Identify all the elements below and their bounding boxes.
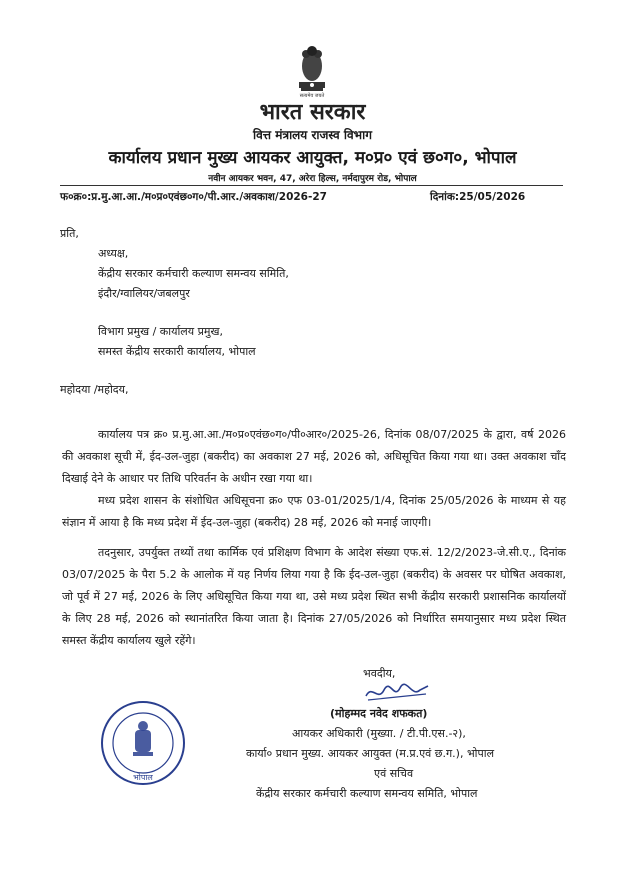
office-seal-stamp xyxy=(100,700,186,786)
recipient2-line2: समस्त केंद्रीय सरकारी कार्यालय, भोपाल xyxy=(98,345,256,358)
recipient1-line1: अध्यक्ष, xyxy=(98,247,129,260)
signatory-designation-3: एवं सचिव xyxy=(374,767,414,780)
government-title: भारत सरकार xyxy=(259,100,366,125)
emblem-caption: सत्यमेव जयते xyxy=(299,93,325,99)
national-emblem-icon xyxy=(295,42,329,98)
office-address: नवीन आयकर भवन, 47, अरेरा हिल्स, नर्मदापुरम रोड, भोपाल xyxy=(208,174,417,184)
signatory-designation-2: कार्या० प्रधान मुख्य. आयकर आयुक्त (म.प्र.एवं छ.ग.), भोपाल xyxy=(246,747,495,760)
seal-place-text: भोपाल xyxy=(133,773,153,782)
header-divider xyxy=(60,185,563,186)
recipient1-line3: इंदौर/ग्वालियर/जबलपुर xyxy=(98,287,190,300)
signatory-name: (मोहम्मद नवेद शफकत) xyxy=(330,707,428,720)
addressee-prefix: प्रति, xyxy=(60,227,79,240)
body-paragraph-1: कार्यालय पत्र क्र० प्र.मु.आ.आ./म०प्र०एवंछ०ग०/पी०आर०/2025-26, दिनांक 08/07/2025 के द्वारा, वर्ष 2026 की अवकाश सूची में, ईद-उल-जुहा (बकरीद) का अवकाश 27 मई, 2026 को, अधिसूचित किया गया था। उक्त अवकाश चाँद दिखाई देने के आधार पर तिथि परिवर्तन के अधीन रखा गया था। xyxy=(62,428,566,485)
handwritten-signature xyxy=(362,680,432,706)
office-name: कार्यालय प्रधान मुख्य आयकर आयुक्त, म०प्र० एवं छ०ग०, भोपाल xyxy=(108,148,517,168)
letter-date: दिनांक:25/05/2026 xyxy=(430,191,526,203)
ministry-line: वित्त मंत्रालय राजस्व विभाग xyxy=(253,128,372,142)
body-paragraph-3: तदनुसार, उपर्युक्त तथ्यों तथा कार्मिक एवं प्रशिक्षण विभाग के आदेश संख्या एफ.सं. 12/2/2023-जे.सी.ए., दिनांक 03/07/2025 के पैरा 5.2 के आलोक में यह निर्णय लिया गया है कि ईद-उल-जुहा (बकरीद) के अवसर पर घोषित अवकाश, जो पूर्व में 27 मई, 2026 के लिए अधिसूचित किया गया था, उसे मध्य प्रदेश स्थित सभी केंद्रीय सरकारी प्रशासनिक कार्यालयों के लिए 28 मई, 2026 को स्थानांतरित किया जाता है। दिनांक 27/05/2026 को निर्धारित समयानुसार मध्य प्रदेश स्थित समस्त केंद्रीय कार्यालय खुले रहेंगे। xyxy=(62,546,566,647)
reference-number: फ०क्र०:प्र.मु.आ.आ./म०प्र०एवंछ०ग०/पी.आर./अवकाश/2026-27 xyxy=(60,191,327,203)
closing-text: भवदीय, xyxy=(363,667,396,680)
salutation: महोदया /महोदय, xyxy=(60,383,129,396)
recipient1-line2: केंद्रीय सरकार कर्मचारी कल्याण समन्वय समिति, xyxy=(98,267,289,280)
signatory-designation-1: आयकर अधिकारी (मुख्या. / टी.पी.एस.-२), xyxy=(292,727,466,740)
recipient2-line1: विभाग प्रमुख / कार्यालय प्रमुख, xyxy=(98,325,223,338)
body-paragraph-2: मध्य प्रदेश शासन के संशोधित अधिसूचना क्र० एफ 03-01/2025/1/4, दिनांक 25/05/2026 के माध्यम से यह संज्ञान में आया है कि मध्य प्रदेश में ईद-उल-जुहा (बकरीद) 28 मई, 2026 को मनाई जाएगी। xyxy=(62,494,566,529)
signatory-designation-4: केंद्रीय सरकार कर्मचारी कल्याण समन्वय समिति, भोपाल xyxy=(256,787,478,800)
